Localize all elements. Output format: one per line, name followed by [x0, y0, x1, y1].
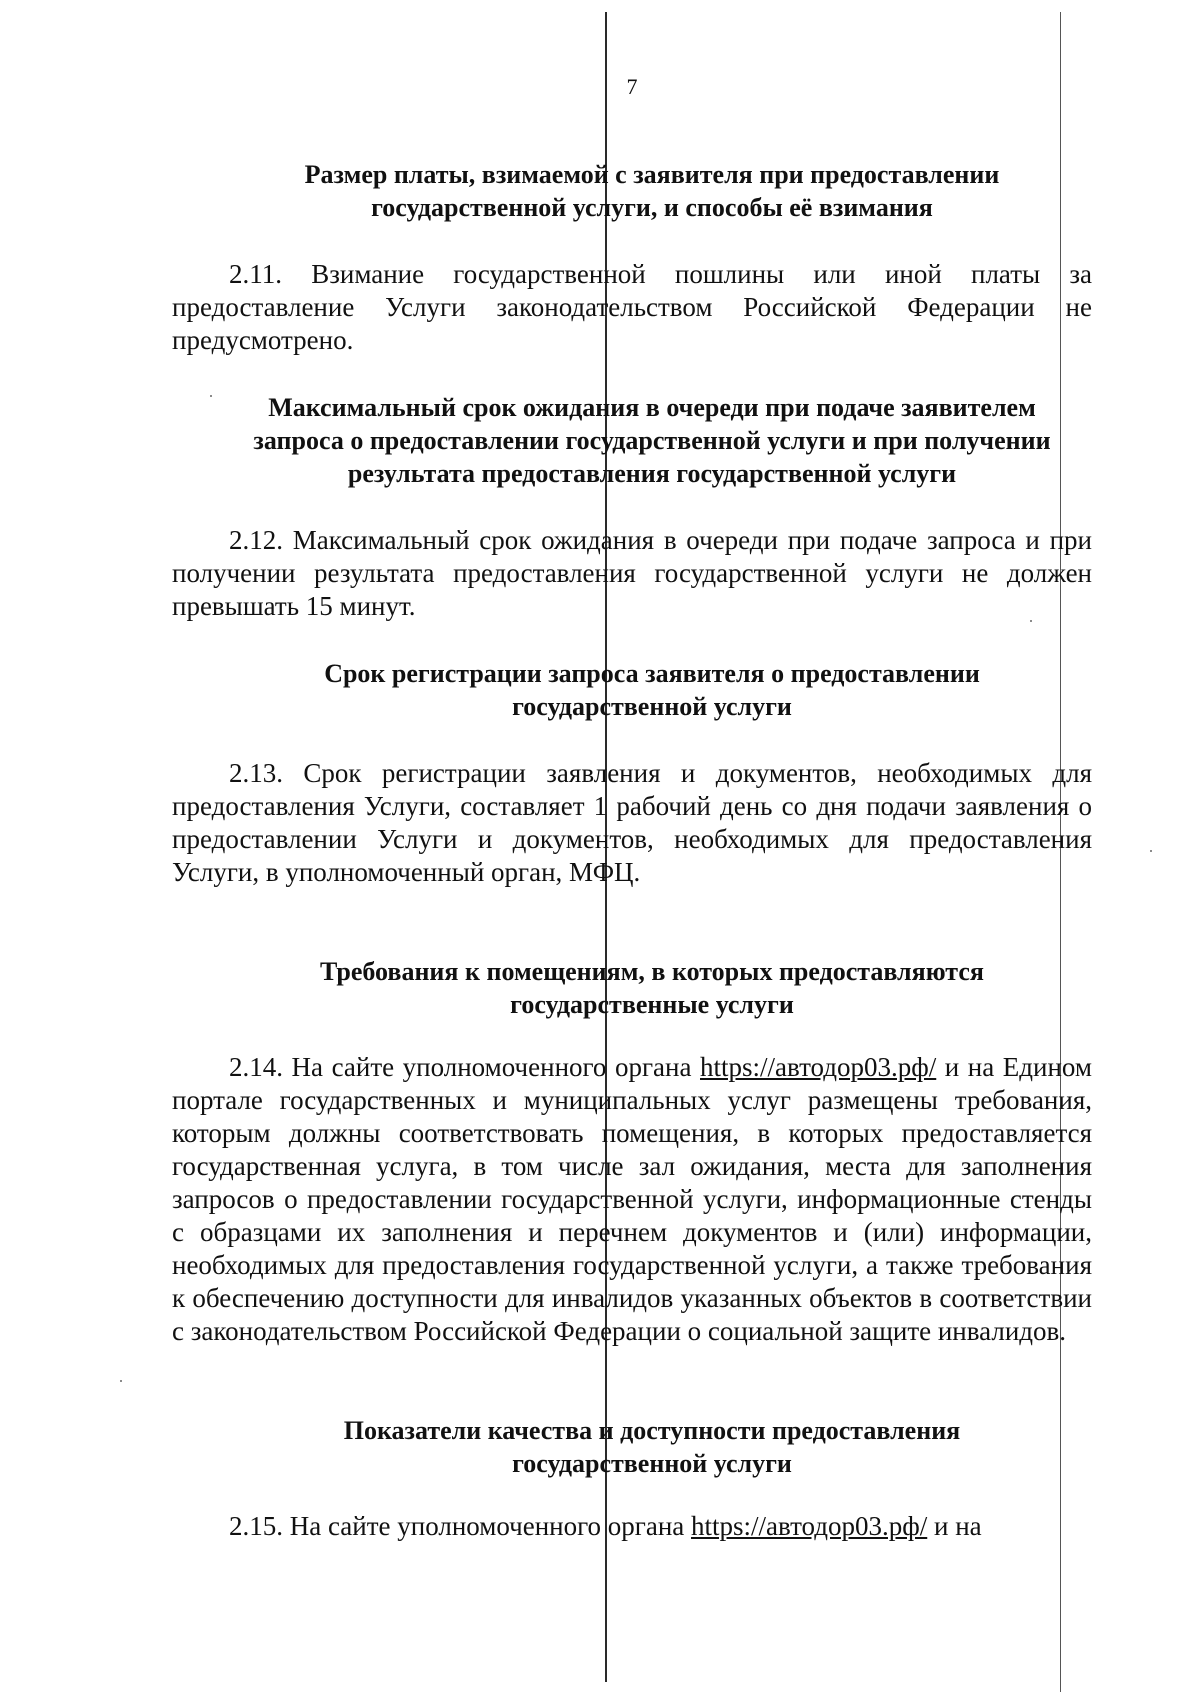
heading-line: государственной услуги, и способы её взимания [371, 193, 933, 222]
paragraph: 2.12. Максимальный срок ожидания в очереди при подаче запроса и при получении результата предоставления государственной услуги не должен превышать 15 минут. [172, 525, 1092, 621]
heading-line: государственной услуги [512, 692, 792, 721]
scan-speck [1150, 850, 1152, 852]
paragraph: 2.13. Срок регистрации заявления и документов, необходимых для предоставления Услуги, составляет 1 рабочий день со дня подачи заявления о предоставлении Услуги и документов, необходимых для предоставления Услуги, в уполномоченный орган, МФЦ. [172, 758, 1092, 887]
section-heading [212, 158, 1092, 224]
paragraph: 2.11. Взимание государственной пошлины или иной платы за предоставление Услуги законодательством Российской Федерации не предусмотрено. [172, 259, 1092, 355]
section-heading [212, 955, 1092, 1021]
heading-line: Размер платы, взимаемой с заявителя при предоставлении [304, 160, 1000, 189]
heading-line: Срок регистрации запроса заявителя о предоставлении [324, 659, 980, 688]
paragraph-text: 2.14. На сайте уполномоченного органа [229, 1052, 701, 1082]
paragraph-text: и на Едином портале государственных и муниципальных услуг размещены требования, которым должны соответствовать помещения, в которых предоставляется государственная услуга, в том числе зал ожидания, места для заполнения запросов о предоставлении государственной услуги, информационные стенды с образцами их заполнения и перечнем документов и (или) информации, необходимых для предоставления государственной услуги, а также требования к обеспечению доступности для инвалидов указанных объектов в соответствии с законодательством Российской Федерации о социальной защите инвалидов. [172, 1052, 1092, 1346]
heading-line: государственные услуги [510, 990, 794, 1019]
scan-speck [120, 1380, 122, 1382]
page-number: 7 [626, 74, 638, 99]
scan-speck [210, 395, 212, 397]
website-link[interactable]: https://автодор03.рф/ [691, 1511, 928, 1541]
website-link[interactable]: https://автодор03.рф/ [700, 1052, 937, 1082]
paragraph-text: 2.15. На сайте уполномоченного органа [229, 1511, 692, 1541]
heading-line: результата предоставления государственной услуги [347, 459, 957, 488]
section-heading [212, 1414, 1092, 1480]
section-heading [212, 391, 1092, 490]
heading-line: Максимальный срок ожидания в очереди при подаче заявителем [268, 393, 1036, 422]
heading-line: запроса о предоставлении государственной услуги и при получении [253, 426, 1051, 455]
scan-speck [1030, 620, 1032, 622]
paragraph-text: и на [927, 1511, 982, 1541]
paragraph [172, 1051, 1092, 1348]
paragraph [172, 1510, 1092, 1543]
document-body [172, 158, 1092, 1543]
section-heading [212, 657, 1092, 723]
heading-line: Требования к помещениям, в которых предоставляются [320, 957, 984, 986]
heading-line: государственной услуги [512, 1449, 792, 1478]
heading-line: Показатели качества и доступности предоставления [343, 1416, 961, 1445]
